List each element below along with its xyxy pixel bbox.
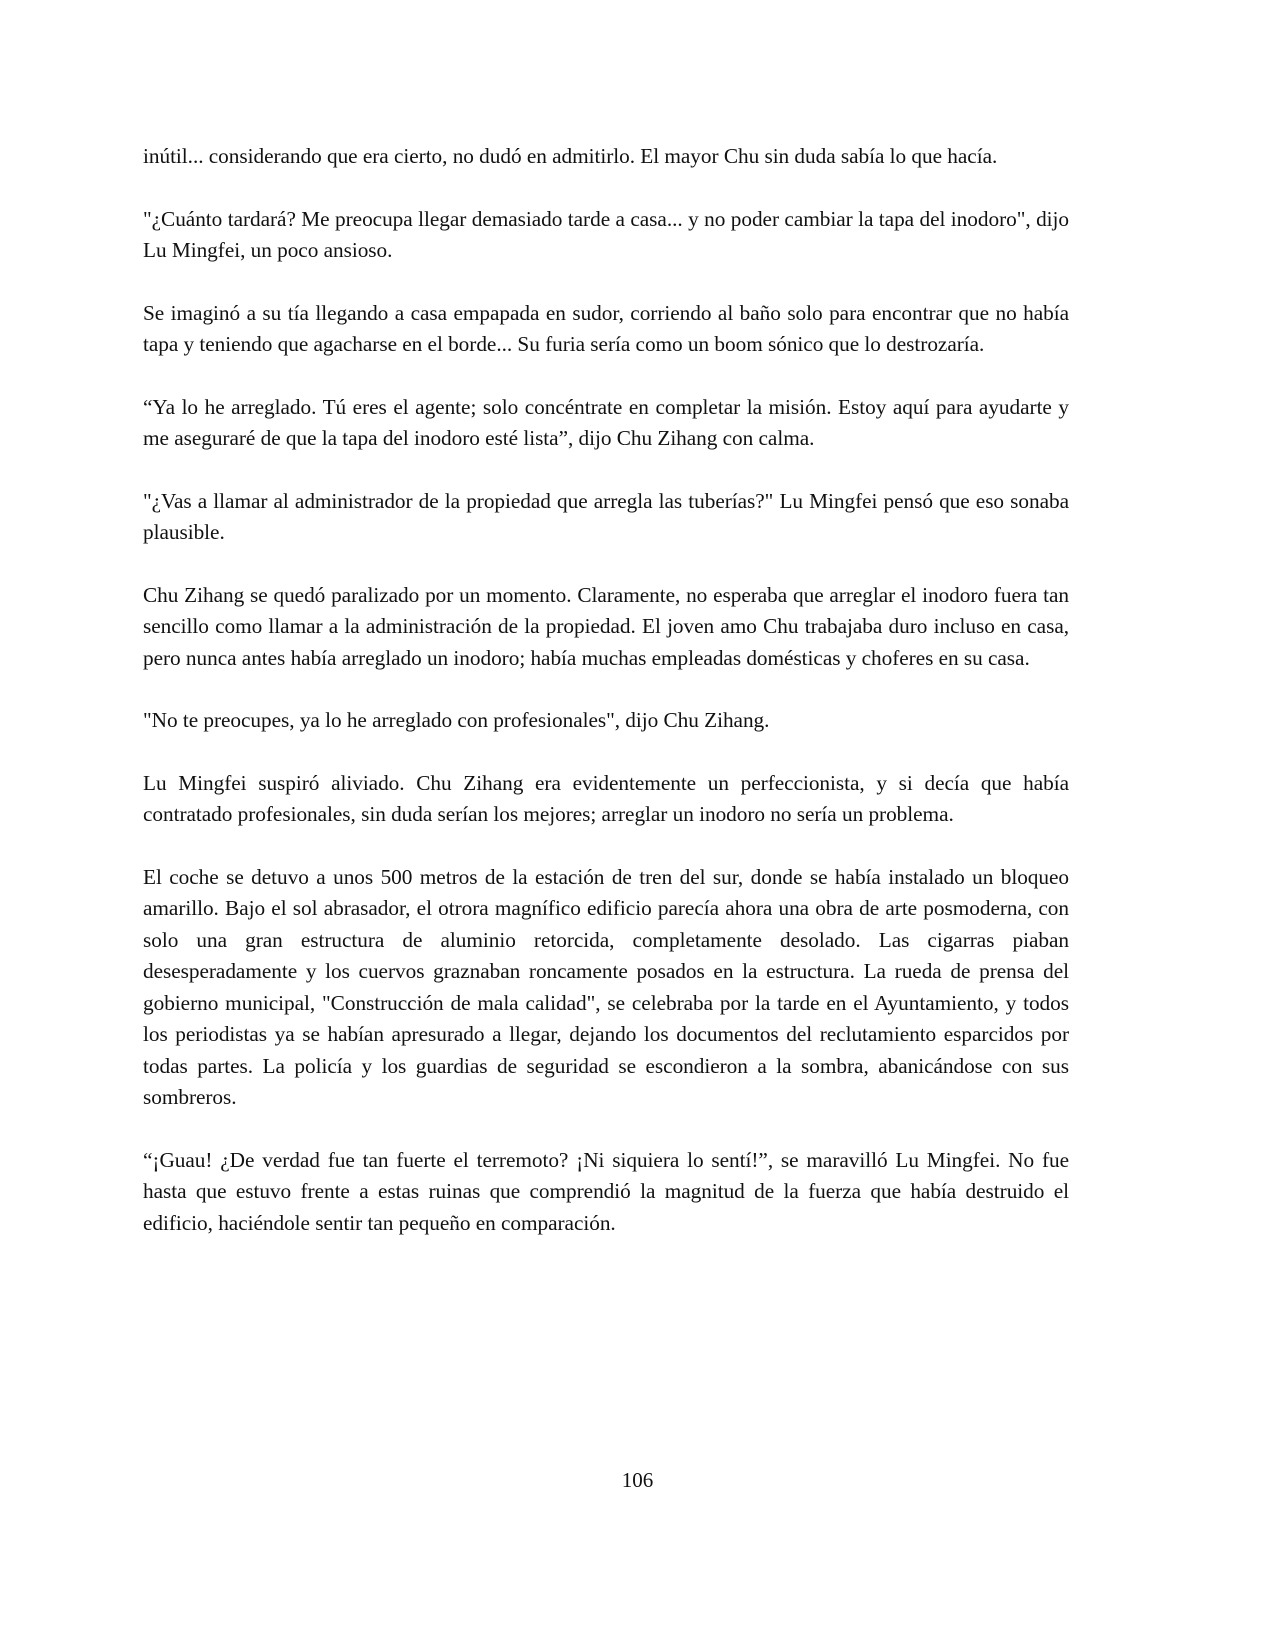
paragraph: inútil... considerando que era cierto, no dudó en admitirlo. El mayor Chu sin duda sabía lo que hacía. [143, 144, 998, 168]
page-number: 106 [621, 1468, 654, 1492]
page-body [143, 141, 1069, 1270]
paragraph: “¡Guau! ¿De verdad fue tan fuerte el terremoto? ¡Ni siquiera lo sentí!”, se maravilló Lu Mingfei. No fue hasta que estuvo frente a estas ruinas que comprendió la magnitud de la fuerza que había destruido el edificio, haciéndole sentir tan pequeño en comparación. [143, 1147, 1069, 1235]
paragraph: Lu Mingfei suspiró aliviado. Chu Zihang era evidentemente un perfeccionista, y si decía que había contratado profesionales, sin duda serían los mejores; arreglar un inodoro no sería un problema. [143, 770, 1069, 826]
paragraph: "¿Vas a llamar al administrador de la propiedad que arregla las tuberías?" Lu Mingfei pensó que eso sonaba plausible. [143, 488, 1069, 544]
paragraph: "¿Cuánto tardará? Me preocupa llegar demasiado tarde a casa... y no poder cambiar la tapa del inodoro", dijo Lu Mingfei, un poco ansioso. [143, 206, 1069, 262]
paragraph: “Ya lo he arreglado. Tú eres el agente; solo concéntrate en completar la misión. Estoy aquí para ayudarte y me aseguraré de que la tapa del inodoro esté lista”, dijo Chu Zihang con calma. [143, 394, 1069, 450]
paragraph: El coche se detuvo a unos 500 metros de la estación de tren del sur, donde se había instalado un bloqueo amarillo. Bajo el sol abrasador, el otrora magnífico edificio parecía ahora una obra de arte posmoderna, con solo una gran estructura de aluminio retorcida, completamente desolado. Las cigarras piaban desesperadamente y los cuervos graznaban roncamente posados en la estructura. La rueda de prensa del gobierno municipal, "Construcción de mala calidad", se celebraba por la tarde en el Ayuntamiento, y todos los periodistas ya se habían apresurado a llegar, dejando los documentos del reclutamiento esparcidos por todas partes. La policía y los guardias de seguridad se escondieron a la sombra, abanicándose con sus sombreros. [143, 864, 1069, 1109]
paragraph: Se imaginó a su tía llegando a casa empapada en sudor, corriendo al baño solo para encontrar que no había tapa y teniendo que agacharse en el borde... Su furia sería como un boom sónico que lo destrozaría. [143, 300, 1069, 356]
paragraph: Chu Zihang se quedó paralizado por un momento. Claramente, no esperaba que arreglar el inodoro fuera tan sencillo como llamar a la administración de la propiedad. El joven amo Chu trabajaba duro incluso en casa, pero nunca antes había arreglado un inodoro; había muchas empleadas domésticas y choferes en su casa. [143, 582, 1069, 670]
paragraph: "No te preocupes, ya lo he arreglado con profesionales", dijo Chu Zihang. [143, 708, 770, 732]
